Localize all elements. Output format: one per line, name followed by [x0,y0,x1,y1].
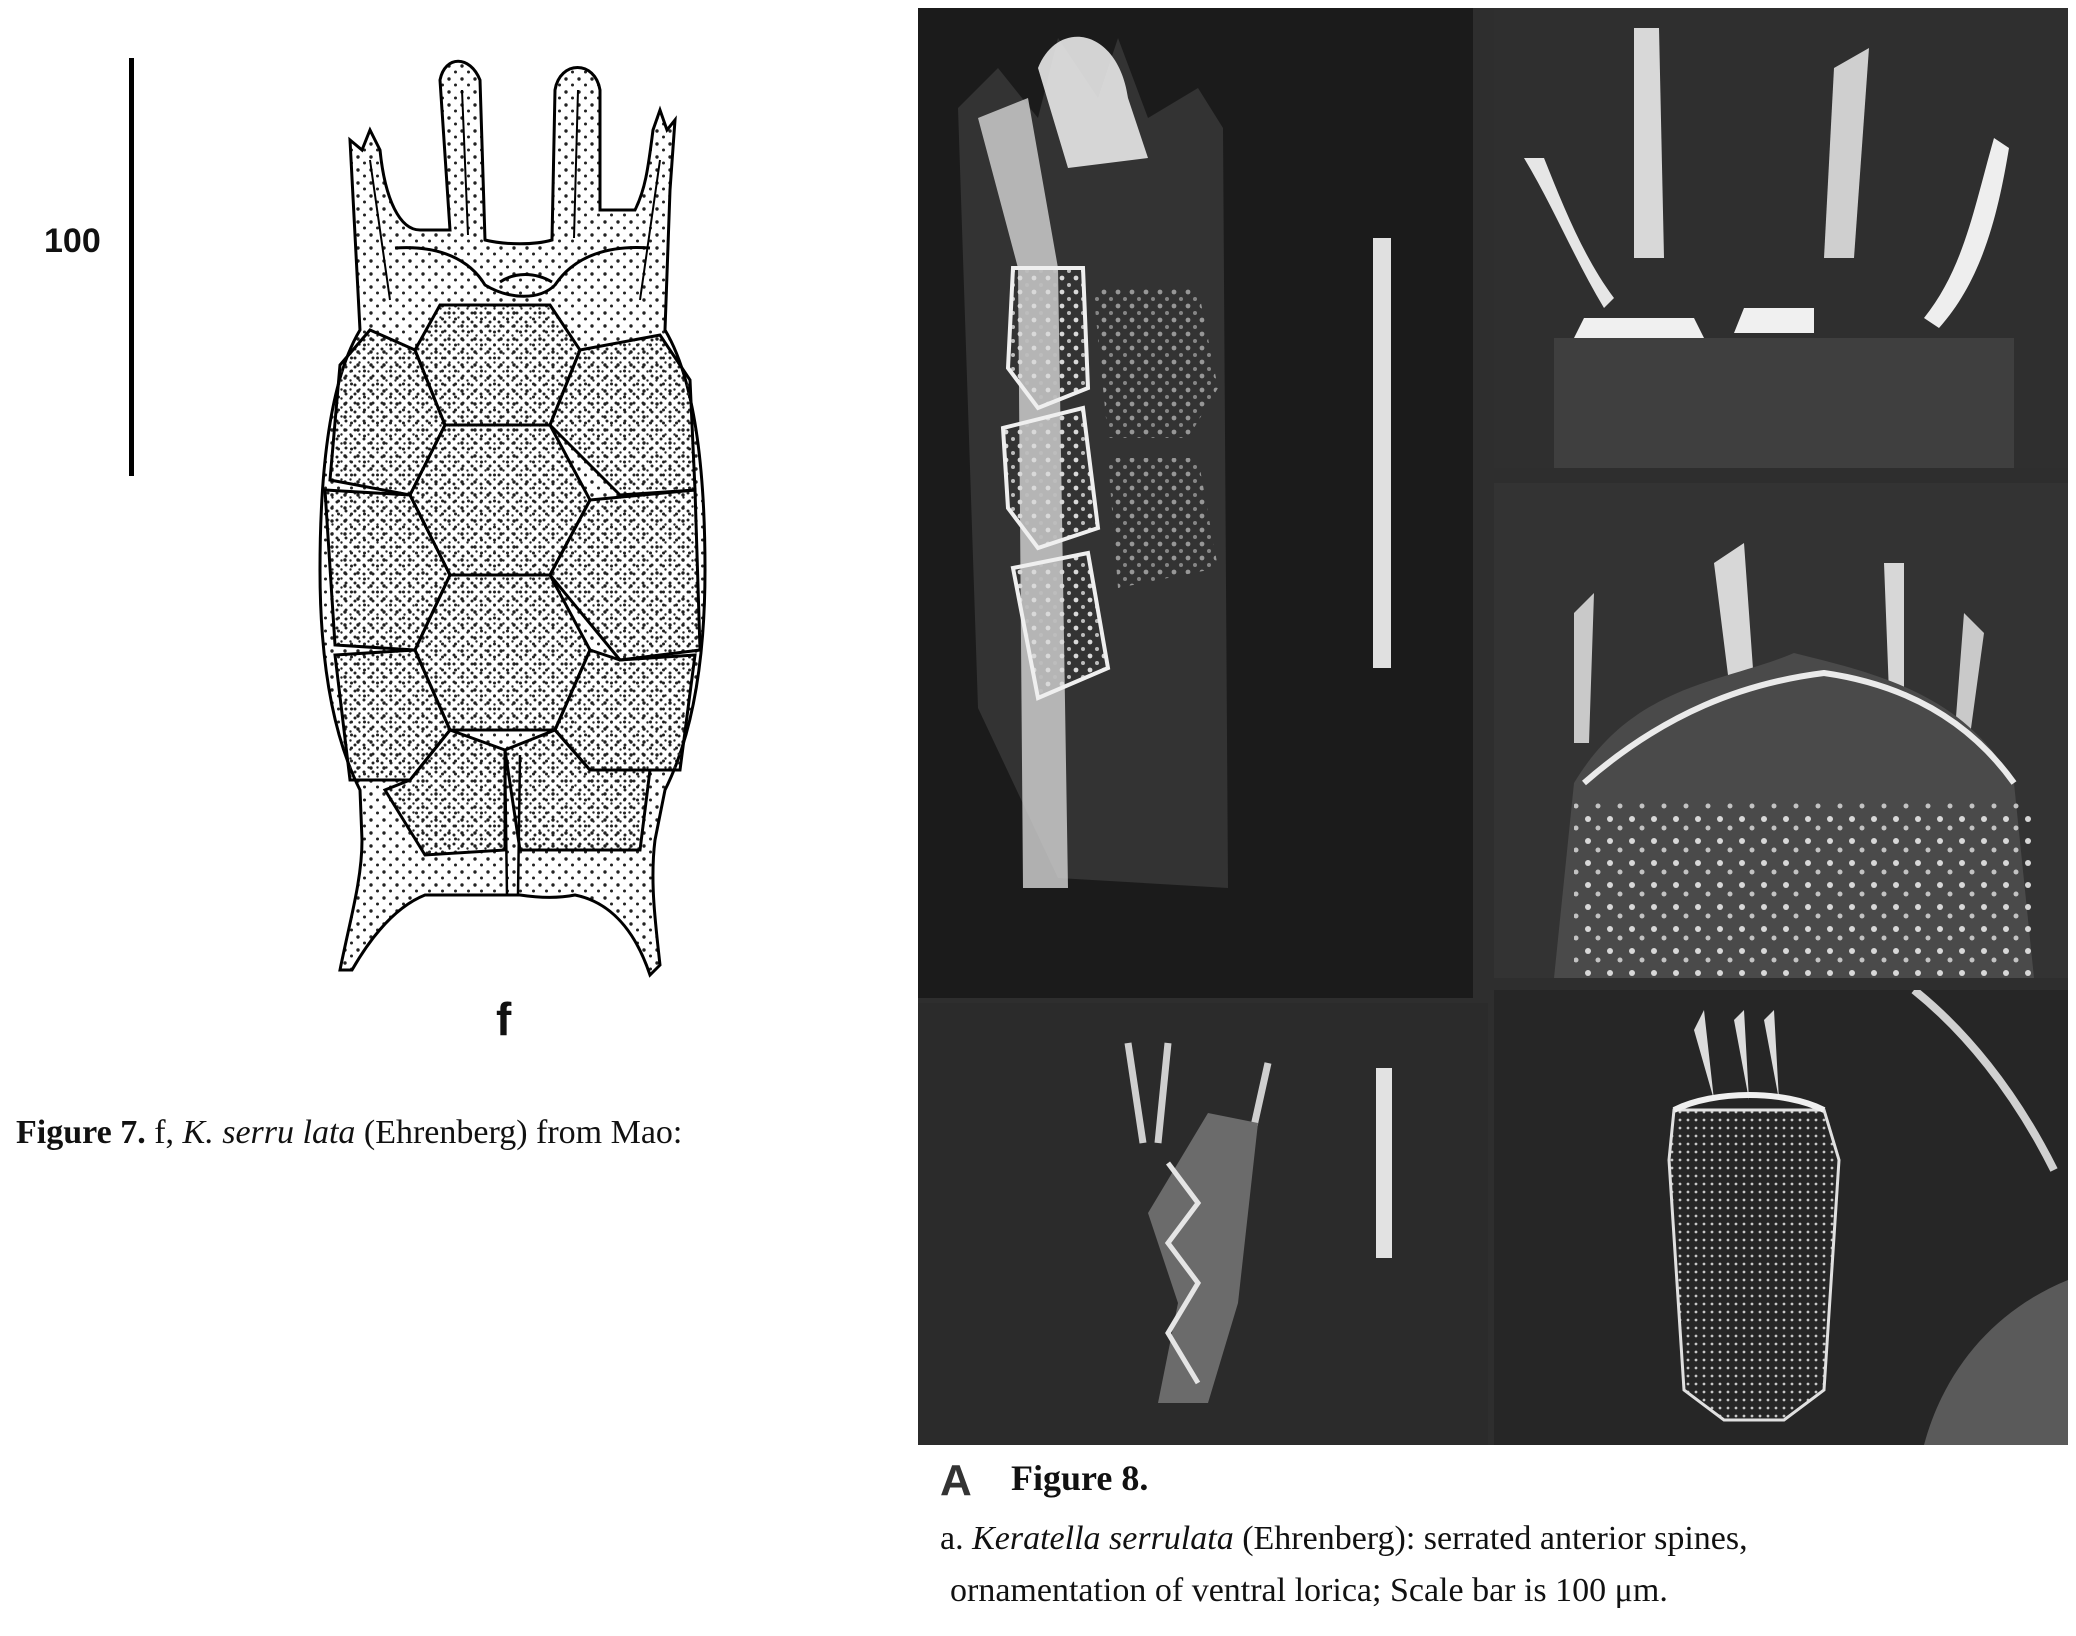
sem-panel-lorica-ventral [918,8,1473,998]
figure-7-caption [16,1114,682,1152]
sem-panel-lorica-side-small [918,1003,1488,1445]
sem-panel-lorica-whole [1494,990,2068,1445]
figure-8-title: Figure 8. [1011,1458,1149,1498]
figure-8-marker: A [940,1456,972,1505]
figure-8-sem-plate [918,8,2068,1445]
scale-bar [129,58,134,476]
caption-species: Keratella serrulata [972,1520,1234,1557]
caption-line-1 [940,1513,2040,1565]
lorica-line-drawing [290,50,750,1010]
sem-panel-lorica-top [1494,483,2068,978]
sem-image [918,1003,1488,1445]
sem-image [918,8,1473,998]
sem-image [1494,483,2068,978]
sem-panel-anterior-spines [1494,8,2068,468]
caption-species: K. serru lata [182,1114,356,1151]
caption-line-2: ornamentation of ventral lorica; Scale bar is 100 μm. [950,1572,1668,1609]
figure-8-caption [940,1513,2040,1617]
sem-image [1494,8,2068,468]
caption-text: f, [154,1114,175,1151]
caption-text: (Ehrenberg): serrated anterior spines, [1242,1520,1748,1557]
scale-bar-label: 100 [44,222,101,260]
panel-letter-f: f [496,993,512,1045]
figure-7 [0,0,920,1220]
sem-image [1494,990,2068,1445]
caption-text: (Ehrenberg) from Mao: [363,1114,683,1151]
caption-prefix: a. [940,1520,964,1557]
caption-label: Figure 7. [16,1114,146,1151]
